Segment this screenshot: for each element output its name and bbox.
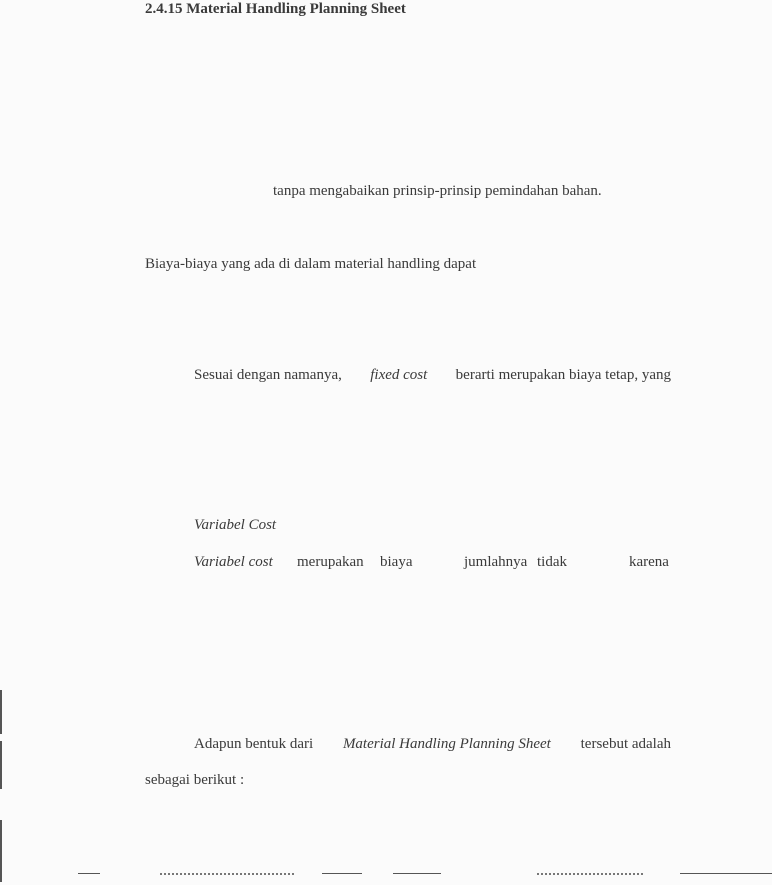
variable-cost-word: merupakan (297, 554, 364, 570)
footer-dotted-rule (160, 873, 295, 875)
footer-rule (393, 873, 441, 874)
margin-bar (0, 820, 2, 882)
margin-bar (0, 741, 2, 789)
footer-dotted-rule (537, 873, 645, 875)
subheading-variable-cost: Variabel Cost (194, 517, 277, 533)
footer-rule (680, 873, 772, 874)
variable-cost-term: Variabel cost (194, 554, 273, 570)
variable-cost-word: jumlahnya (464, 554, 528, 570)
paragraph-fixed-cost (194, 366, 671, 384)
variable-cost-word: tidak (537, 554, 567, 570)
section-heading: 2.4.15 Material Handling Planning Sheet (145, 1, 406, 17)
paragraph-following: sebagai berikut : (145, 772, 245, 788)
fixed-cost-term: fixed cost (370, 367, 428, 383)
form-intro-post: tersebut adalah (580, 736, 671, 752)
footer-rule (78, 873, 100, 874)
form-intro-term: Material Handling Planning Sheet (342, 736, 551, 752)
fixed-cost-pre: Sesuai dengan namanya, (194, 367, 342, 383)
paragraph-costs-intro: Biaya-biaya yang ada di dalam material handling dapat (145, 256, 477, 272)
margin-bar (0, 690, 2, 734)
variable-cost-word: biaya (380, 554, 413, 570)
paragraph-conclusion-line: tanpa mengabaikan prinsip-prinsip pemindahan bahan. (273, 183, 602, 199)
paragraph-form-intro (194, 735, 671, 753)
form-intro-pre: Adapun bentuk dari (194, 736, 314, 752)
footer-rule (322, 873, 362, 874)
fixed-cost-post: berarti merupakan biaya tetap, yang (455, 367, 671, 383)
variable-cost-word: karena (629, 554, 669, 570)
